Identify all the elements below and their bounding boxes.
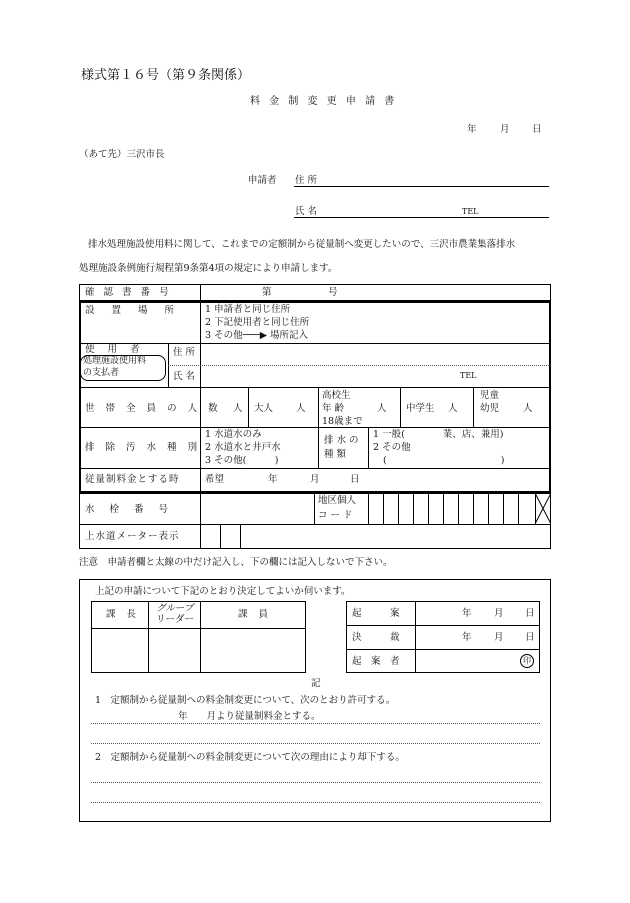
high-school-label: 高校生 bbox=[322, 390, 351, 401]
date-day: 日 bbox=[532, 124, 542, 135]
payer-label-2: の支払者 bbox=[83, 368, 120, 378]
approve-month: 月 bbox=[494, 632, 504, 643]
user-address-label: 住 所 bbox=[173, 347, 196, 358]
site-option-2[interactable]: 2 下記使用者と同じ住所 bbox=[205, 317, 310, 328]
user-tel-label: TEL bbox=[460, 371, 477, 380]
group-leader-label-2: リーダー bbox=[156, 614, 195, 625]
drain-option-3[interactable]: 3 その他( ) bbox=[205, 455, 279, 466]
user-name-label: 氏 名 bbox=[173, 371, 196, 382]
kind-option-2[interactable]: 2 その他 bbox=[373, 442, 411, 453]
record-heading: 記 bbox=[311, 678, 321, 689]
item2-line-2[interactable] bbox=[91, 802, 540, 803]
intro-line-2: 処理施設条例施行規程第9条第4項の規定により申請します。 bbox=[79, 263, 338, 274]
approve-year: 年 bbox=[462, 632, 472, 643]
infant-label: 幼児 bbox=[480, 403, 500, 414]
high-school-unit: 人 bbox=[377, 403, 387, 414]
confirm-go: 号 bbox=[328, 287, 338, 298]
water-kind-label-1: 排 水 の bbox=[324, 435, 359, 446]
confirm-dai: 第 bbox=[262, 287, 272, 298]
kind-option-3[interactable]: ( ) bbox=[383, 455, 505, 466]
start-month: 月 bbox=[310, 474, 320, 485]
middle-school-unit: 人 bbox=[448, 403, 458, 414]
staff-label: 課 員 bbox=[238, 609, 273, 620]
drafter-label: 起 案 者 bbox=[352, 656, 400, 667]
group-leader-label-1: グループ bbox=[156, 603, 194, 614]
area-code-label-1: 地区個人 bbox=[318, 495, 357, 506]
applicant-tel-label: TEL bbox=[462, 207, 479, 216]
drain-type-label: 排 除 汚 水 種 別 bbox=[85, 442, 202, 453]
intro-line-1: 排水処理施設使用料に関して、これまでの定額制から従量制へ変更したいので、三沢市農業集落排水 bbox=[88, 239, 516, 250]
draft-label: 起 案 bbox=[352, 608, 400, 619]
draft-month: 月 bbox=[494, 608, 504, 619]
start-year: 年 bbox=[268, 474, 278, 485]
household-label: 世 帯 全 員 の 人 数 bbox=[85, 403, 222, 414]
middle-school-label: 中学生 bbox=[406, 403, 435, 414]
decision-item-1: 1 定額制から従量制への料金制変更について、次のとおり許可する。 bbox=[95, 695, 396, 706]
form-number: 様式第１６号（第９条関係） bbox=[81, 68, 251, 83]
decision-item-2: 2 定額制から従量制への料金制変更について次の理由により却下する。 bbox=[95, 752, 405, 763]
seal-icon: 印 bbox=[520, 654, 534, 668]
adult-label: 大人 bbox=[254, 403, 274, 414]
item1-line-1[interactable] bbox=[91, 723, 540, 724]
area-code-crossed-cell bbox=[535, 493, 551, 524]
water-kind-label-2: 種 類 bbox=[324, 449, 347, 460]
payer-label-1: 処理施設使用料 bbox=[83, 356, 147, 366]
site-option-1[interactable]: 1 申請者と同じ住所 bbox=[205, 304, 291, 315]
draft-year: 年 bbox=[462, 608, 472, 619]
household-total-unit: 人 bbox=[233, 403, 243, 414]
start-time-label: 従量制料金とする時 bbox=[85, 474, 180, 485]
item1-line-2[interactable] bbox=[91, 743, 540, 744]
high-school-limit: 18歳まで bbox=[322, 416, 363, 427]
child-label: 児童 bbox=[480, 390, 500, 401]
decision-item-1-sub: 年 月より従量制料金とする。 bbox=[178, 711, 321, 722]
approve-day: 日 bbox=[525, 632, 535, 643]
kind-option-1[interactable]: 1 一般( 業、店、兼用) bbox=[373, 429, 504, 440]
start-day: 日 bbox=[350, 474, 360, 485]
drain-option-2[interactable]: 2 水道水と井戸水 bbox=[205, 442, 281, 453]
site-option-3[interactable]: 3 その他───▶ 場所記入 bbox=[205, 330, 309, 341]
item2-line-1[interactable] bbox=[91, 782, 540, 783]
document-title: 料 金 制 変 更 申 請 書 bbox=[250, 96, 398, 107]
notice-text: 注意 申請者欄と太線の中だけ記入し、下の欄には記入しないで下さい。 bbox=[79, 557, 393, 568]
site-label: 設 置 場 所 bbox=[85, 305, 182, 316]
draft-day: 日 bbox=[525, 608, 535, 619]
applicant-label: 申請者 bbox=[248, 175, 277, 186]
meter-number-label: 水 栓 番 号 bbox=[85, 504, 175, 515]
upper-meter-label: 上水道メーター表示 bbox=[85, 531, 180, 542]
confirm-number-label: 確 認 書 番 号 bbox=[85, 287, 172, 298]
decision-intro: 上記の申請について下記のとおり決定してよいか伺います。 bbox=[95, 586, 351, 597]
child-unit: 人 bbox=[523, 403, 533, 414]
high-school-age: 年 齢 bbox=[322, 403, 345, 414]
applicant-address-field[interactable] bbox=[294, 186, 549, 187]
applicant-name-field[interactable] bbox=[294, 217, 549, 218]
user-label: 使 用 者 bbox=[85, 344, 145, 355]
date-month: 月 bbox=[500, 124, 510, 135]
approve-label: 決 裁 bbox=[352, 632, 400, 643]
drain-option-1[interactable]: 1 水道水のみ bbox=[205, 429, 262, 440]
area-code-label-2: コ ー ド bbox=[318, 510, 353, 521]
date-year: 年 bbox=[467, 124, 477, 135]
section-head-label: 課 長 bbox=[106, 609, 141, 620]
applicant-name-label: 氏 名 bbox=[295, 206, 318, 217]
applicant-address-label: 住 所 bbox=[295, 175, 318, 186]
addressee: （あて先）三沢市長 bbox=[79, 149, 165, 160]
adult-unit: 人 bbox=[296, 403, 306, 414]
hope-label: 希望 bbox=[205, 474, 225, 485]
